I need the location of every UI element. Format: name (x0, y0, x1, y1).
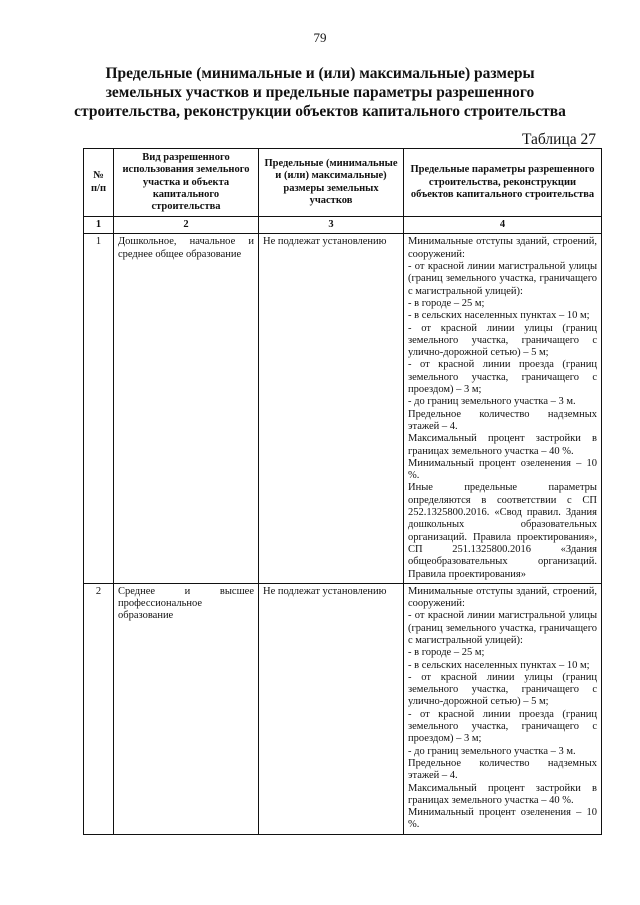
param-line: - до границ земельного участка – 3 м. (408, 396, 576, 408)
table-row (84, 583, 602, 834)
plot-size: Не подлежат установлению (259, 583, 404, 834)
use-type: Среднее и высшее профессиональное образование (114, 583, 259, 834)
column-number: 2 (114, 217, 259, 234)
param-line: - от красной линии проезда (границ земельного участка, граничащего с проездом) – 3 м; (408, 708, 597, 745)
header-size: Предельные (минимальные и (или) максимальные) размеры земельных участков (259, 149, 404, 217)
column-number: 1 (84, 217, 114, 234)
param-line: Минимальные отступы зданий, строений, сооружений: (408, 585, 597, 610)
use-type: Дошкольное, начальное и среднее общее образование (114, 234, 259, 583)
document-title: Предельные (минимальные и (или) максимальные) размеры земельных участков и предельные параметры разрешенного строительства, реконструкции объектов капитального строительства (74, 65, 566, 120)
param-line: - от красной линии улицы (границ земельного участка, граничащего с улично-дорожной сетью) – 5 м; (408, 322, 597, 359)
param-line: - от красной линии магистральной улицы (границ земельного участка, граничащего с магистральной улицей): (408, 610, 597, 646)
parameters-table (83, 148, 602, 835)
param-line: - в городе – 25 м; (408, 647, 485, 659)
param-line: Максимальный процент застройки в границах земельного участка – 40 %. (408, 782, 597, 806)
column-number: 3 (259, 217, 404, 234)
param-line: - от красной линии улицы (границ земельного участка, граничащего с улично-дорожной сетью) – 5 м; (408, 671, 597, 708)
table-caption: Таблица 27 (521, 131, 596, 148)
param-line: Минимальный процент озеленения – 10 %. (408, 457, 597, 482)
param-line: Предельное количество надземных этажей – 4. (408, 408, 597, 432)
plot-size: Не подлежат установлению (259, 234, 404, 583)
header-params: Предельные параметры разрешенного строительства, реконструкции объектов капитального строительства (404, 149, 602, 217)
column-number: 4 (404, 217, 602, 234)
header-num: № п/п (84, 149, 114, 217)
table-header-row (84, 149, 602, 217)
param-line: Минимальные отступы зданий, строений, сооружений: (408, 236, 597, 260)
param-line: - в сельских населенных пунктах – 10 м; (408, 310, 590, 322)
param-line: - в сельских населенных пунктах – 10 м; (408, 659, 590, 671)
param-line: - от красной линии проезда (границ земельного участка, граничащего с проездом) – 3 м; (408, 359, 597, 396)
column-number-row (84, 217, 602, 234)
param-line: Предельное количество надземных этажей – 4. (408, 757, 597, 782)
construction-params (404, 583, 602, 834)
page-number: 79 (313, 30, 327, 45)
param-line: - до границ земельного участка – 3 м. (408, 745, 576, 757)
param-line: Минимальный процент озеленения – 10 %. (408, 807, 597, 831)
param-line: - в городе – 25 м; (408, 297, 485, 309)
table-row (84, 234, 602, 583)
row-number: 1 (84, 234, 114, 583)
param-line: Иные предельные параметры определяются в соответствии с СП 252.1325800.2016. «Свод правил. Здания дошкольных образовательных организаций. Правила проектирования», СП 251.1325800.2016 «Здания общеобразовательных организаций. Правила проектирования» (408, 482, 597, 580)
construction-params (404, 234, 602, 583)
row-number: 2 (84, 583, 114, 834)
param-line: - от красной линии магистральной улицы (границ земельного участка, граничащего с магистральной улицей): (408, 261, 597, 297)
param-line: Максимальный процент застройки в границах земельного участка – 40 %. (408, 433, 597, 457)
header-use: Вид разрешенного использования земельного участка и объекта капитального строительства (114, 149, 259, 217)
